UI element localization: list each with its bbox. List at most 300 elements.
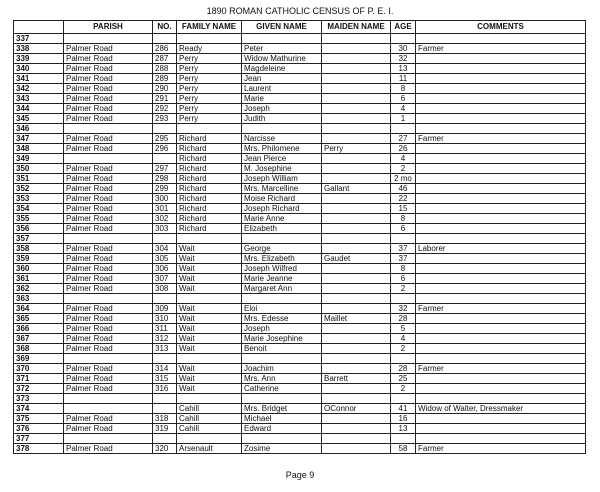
comments-cell <box>416 284 586 294</box>
comments-cell: Farmer <box>416 44 586 54</box>
entry-no-cell: 308 <box>153 284 177 294</box>
entry-no-cell: 304 <box>153 244 177 254</box>
age-cell: 4 <box>391 104 416 114</box>
entry-no-cell: 307 <box>153 274 177 284</box>
family-name-cell: Richard <box>177 154 242 164</box>
entry-no-cell: 305 <box>153 254 177 264</box>
age-cell <box>391 394 416 404</box>
given-name-cell: Eloi <box>242 304 322 314</box>
given-name-cell <box>242 234 322 244</box>
given-name-cell: Judith <box>242 114 322 124</box>
table-row <box>14 84 586 94</box>
family-name-cell: Cahill <box>177 414 242 424</box>
family-name-cell: Wait <box>177 384 242 394</box>
maiden-name-cell: Gaudet <box>322 254 391 264</box>
parish-cell: Palmer Road <box>64 94 153 104</box>
given-name-cell: Elizabeth <box>242 224 322 234</box>
family-name-cell: Perry <box>177 84 242 94</box>
row-number-cell: 354 <box>14 204 64 214</box>
parish-cell <box>64 34 153 44</box>
age-cell: 8 <box>391 84 416 94</box>
row-number-cell: 377 <box>14 434 64 444</box>
parish-cell: Palmer Road <box>64 324 153 334</box>
maiden-name-cell <box>322 204 391 214</box>
parish-cell: Palmer Road <box>64 134 153 144</box>
row-number-cell: 346 <box>14 124 64 134</box>
row-number-cell: 364 <box>14 304 64 314</box>
family-name-cell <box>177 434 242 444</box>
table-row <box>14 284 586 294</box>
entry-no-cell: 309 <box>153 304 177 314</box>
given-name-cell <box>242 354 322 364</box>
family-name-cell <box>177 34 242 44</box>
table-row <box>14 414 586 424</box>
comments-cell <box>416 424 586 434</box>
age-cell: 37 <box>391 254 416 264</box>
age-cell: 26 <box>391 144 416 154</box>
row-number-cell: 369 <box>14 354 64 364</box>
parish-cell <box>64 234 153 244</box>
family-name-cell: Wait <box>177 344 242 354</box>
given-name-cell: Mrs. Elizabeth <box>242 254 322 264</box>
age-cell: 11 <box>391 74 416 84</box>
comments-cell <box>416 434 586 444</box>
comments-cell <box>416 374 586 384</box>
comments-cell <box>416 254 586 264</box>
comments-cell <box>416 34 586 44</box>
maiden-name-cell <box>322 434 391 444</box>
parish-cell: Palmer Road <box>64 274 153 284</box>
entry-no-cell: 310 <box>153 314 177 324</box>
comments-cell <box>416 214 586 224</box>
maiden-name-cell <box>322 44 391 54</box>
parish-cell: Palmer Road <box>64 374 153 384</box>
table-row <box>14 364 586 374</box>
entry-no-cell: 297 <box>153 164 177 174</box>
census-table <box>13 20 586 454</box>
row-number-cell: 362 <box>14 284 64 294</box>
comments-cell <box>416 294 586 304</box>
family-name-cell: Perry <box>177 64 242 74</box>
parish-cell: Palmer Road <box>64 304 153 314</box>
header-maiden-name: MAIDEN NAME <box>322 21 391 34</box>
comments-cell <box>416 174 586 184</box>
age-cell: 15 <box>391 204 416 214</box>
table-row <box>14 404 586 414</box>
maiden-name-cell: OConnor <box>322 404 391 414</box>
entry-no-cell: 298 <box>153 174 177 184</box>
given-name-cell <box>242 434 322 444</box>
parish-cell <box>64 394 153 404</box>
maiden-name-cell <box>322 174 391 184</box>
family-name-cell: Wait <box>177 364 242 374</box>
given-name-cell: Marie Anne <box>242 214 322 224</box>
family-name-cell <box>177 124 242 134</box>
table-row <box>14 114 586 124</box>
parish-cell: Palmer Road <box>64 384 153 394</box>
age-cell <box>391 34 416 44</box>
given-name-cell: Zosime <box>242 444 322 454</box>
family-name-cell: Cahill <box>177 404 242 414</box>
table-row <box>14 34 586 44</box>
parish-cell: Palmer Road <box>64 144 153 154</box>
age-cell: 32 <box>391 304 416 314</box>
table-row <box>14 244 586 254</box>
age-cell: 28 <box>391 364 416 374</box>
given-name-cell: Marie <box>242 94 322 104</box>
maiden-name-cell <box>322 164 391 174</box>
table-row <box>14 234 586 244</box>
row-number-cell: 370 <box>14 364 64 374</box>
table-row <box>14 294 586 304</box>
table-row <box>14 274 586 284</box>
given-name-cell: Magdeleine <box>242 64 322 74</box>
header-rownum <box>14 21 64 34</box>
row-number-cell: 367 <box>14 334 64 344</box>
age-cell <box>391 124 416 134</box>
row-number-cell: 351 <box>14 174 64 184</box>
given-name-cell: Mrs. Philomene <box>242 144 322 154</box>
entry-no-cell <box>153 394 177 404</box>
row-number-cell: 344 <box>14 104 64 114</box>
entry-no-cell: 299 <box>153 184 177 194</box>
comments-cell <box>416 334 586 344</box>
maiden-name-cell <box>322 94 391 104</box>
age-cell: 37 <box>391 244 416 254</box>
entry-no-cell: 315 <box>153 374 177 384</box>
family-name-cell: Richard <box>177 214 242 224</box>
parish-cell: Palmer Road <box>64 224 153 234</box>
age-cell: 28 <box>391 314 416 324</box>
given-name-cell: Marie Josephine <box>242 334 322 344</box>
parish-cell: Palmer Road <box>64 244 153 254</box>
header-no: NO. <box>153 21 177 34</box>
parish-cell: Palmer Road <box>64 104 153 114</box>
family-name-cell: Richard <box>177 224 242 234</box>
age-cell: 2 <box>391 384 416 394</box>
comments-cell <box>416 84 586 94</box>
age-cell <box>391 234 416 244</box>
comments-cell <box>416 264 586 274</box>
row-number-cell: 363 <box>14 294 64 304</box>
given-name-cell: Joachim <box>242 364 322 374</box>
maiden-name-cell <box>322 394 391 404</box>
parish-cell <box>64 124 153 134</box>
parish-cell <box>64 354 153 364</box>
entry-no-cell: 300 <box>153 194 177 204</box>
age-cell: 2 <box>391 344 416 354</box>
table-row <box>14 354 586 364</box>
age-cell: 25 <box>391 374 416 384</box>
row-number-cell: 345 <box>14 114 64 124</box>
row-number-cell: 348 <box>14 144 64 154</box>
document-title: 1890 ROMAN CATHOLIC CENSUS OF P. E. I. <box>206 6 394 16</box>
row-number-cell: 375 <box>14 414 64 424</box>
table-row <box>14 74 586 84</box>
header-family-name: FAMILY NAME <box>177 21 242 34</box>
row-number-cell: 342 <box>14 84 64 94</box>
given-name-cell: Mrs. Edesse <box>242 314 322 324</box>
maiden-name-cell <box>322 344 391 354</box>
age-cell: 1 <box>391 114 416 124</box>
entry-no-cell <box>153 234 177 244</box>
entry-no-cell: 303 <box>153 224 177 234</box>
row-number-cell: 350 <box>14 164 64 174</box>
given-name-cell: Mrs. Ann <box>242 374 322 384</box>
maiden-name-cell <box>322 224 391 234</box>
given-name-cell: Mrs. Bridget <box>242 404 322 414</box>
entry-no-cell: 293 <box>153 114 177 124</box>
given-name-cell: Joseph <box>242 324 322 334</box>
age-cell: 4 <box>391 154 416 164</box>
family-name-cell <box>177 234 242 244</box>
parish-cell: Palmer Road <box>64 194 153 204</box>
maiden-name-cell <box>322 354 391 364</box>
entry-no-cell: 289 <box>153 74 177 84</box>
family-name-cell: Wait <box>177 284 242 294</box>
header-comments: COMMENTS <box>416 21 586 34</box>
comments-cell <box>416 64 586 74</box>
parish-cell <box>64 404 153 414</box>
table-row <box>14 324 586 334</box>
parish-cell: Palmer Road <box>64 414 153 424</box>
comments-cell <box>416 314 586 324</box>
row-number-cell: 360 <box>14 264 64 274</box>
comments-cell <box>416 154 586 164</box>
entry-no-cell: 291 <box>153 94 177 104</box>
parish-cell: Palmer Road <box>64 44 153 54</box>
table-row <box>14 384 586 394</box>
entry-no-cell: 311 <box>153 324 177 334</box>
maiden-name-cell <box>322 214 391 224</box>
entry-no-cell <box>153 354 177 364</box>
census-body <box>14 34 586 454</box>
comments-cell <box>416 114 586 124</box>
age-cell: 4 <box>391 334 416 344</box>
family-name-cell: Richard <box>177 204 242 214</box>
parish-cell: Palmer Road <box>64 54 153 64</box>
entry-no-cell: 312 <box>153 334 177 344</box>
given-name-cell: Marie Jeanne <box>242 274 322 284</box>
entry-no-cell: 318 <box>153 414 177 424</box>
given-name-cell: Catherine <box>242 384 322 394</box>
age-cell: 6 <box>391 274 416 284</box>
given-name-cell: Mrs. Marcelline <box>242 184 322 194</box>
row-number-cell: 368 <box>14 344 64 354</box>
entry-no-cell: 319 <box>153 424 177 434</box>
comments-cell: Laborer <box>416 244 586 254</box>
row-number-cell: 373 <box>14 394 64 404</box>
maiden-name-cell <box>322 264 391 274</box>
given-name-cell: Michael <box>242 414 322 424</box>
maiden-name-cell <box>322 194 391 204</box>
maiden-name-cell <box>322 444 391 454</box>
maiden-name-cell <box>322 104 391 114</box>
maiden-name-cell <box>322 384 391 394</box>
entry-no-cell: 306 <box>153 264 177 274</box>
comments-cell: Farmer <box>416 134 586 144</box>
age-cell: 2 <box>391 164 416 174</box>
family-name-cell: Richard <box>177 144 242 154</box>
row-number-cell: 349 <box>14 154 64 164</box>
age-cell <box>391 294 416 304</box>
row-number-cell: 340 <box>14 64 64 74</box>
family-name-cell: Perry <box>177 104 242 114</box>
parish-cell: Palmer Road <box>64 64 153 74</box>
age-cell: 13 <box>391 424 416 434</box>
comments-cell: Farmer <box>416 444 586 454</box>
row-number-cell: 365 <box>14 314 64 324</box>
given-name-cell: Edward <box>242 424 322 434</box>
age-cell: 6 <box>391 94 416 104</box>
age-cell: 6 <box>391 224 416 234</box>
maiden-name-cell <box>322 304 391 314</box>
comments-cell <box>416 324 586 334</box>
maiden-name-cell: Barrett <box>322 374 391 384</box>
table-row <box>14 64 586 74</box>
age-cell: 30 <box>391 44 416 54</box>
maiden-name-cell <box>322 74 391 84</box>
maiden-name-cell <box>322 284 391 294</box>
table-row <box>14 314 586 324</box>
maiden-name-cell: Maillet <box>322 314 391 324</box>
age-cell <box>391 434 416 444</box>
row-number-cell: 371 <box>14 374 64 384</box>
age-cell: 13 <box>391 64 416 74</box>
parish-cell: Palmer Road <box>64 264 153 274</box>
parish-cell: Palmer Road <box>64 254 153 264</box>
age-cell: 27 <box>391 134 416 144</box>
age-cell: 58 <box>391 444 416 454</box>
table-row <box>14 344 586 354</box>
comments-cell: Widow of Walter, Dressmaker <box>416 404 586 414</box>
family-name-cell: Perry <box>177 74 242 84</box>
comments-cell: Farmer <box>416 304 586 314</box>
maiden-name-cell <box>322 114 391 124</box>
age-cell: 32 <box>391 54 416 64</box>
comments-cell <box>416 194 586 204</box>
maiden-name-cell <box>322 64 391 74</box>
table-row <box>14 174 586 184</box>
row-number-cell: 347 <box>14 134 64 144</box>
table-row <box>14 334 586 344</box>
given-name-cell: Narcisse <box>242 134 322 144</box>
family-name-cell <box>177 354 242 364</box>
parish-cell: Palmer Road <box>64 284 153 294</box>
table-row <box>14 184 586 194</box>
family-name-cell: Wait <box>177 334 242 344</box>
maiden-name-cell <box>322 54 391 64</box>
header-given-name: GIVEN NAME <box>242 21 322 34</box>
entry-no-cell: 313 <box>153 344 177 354</box>
given-name-cell: Joseph <box>242 104 322 114</box>
row-number-cell: 343 <box>14 94 64 104</box>
table-row <box>14 224 586 234</box>
entry-no-cell: 314 <box>153 364 177 374</box>
parish-cell: Palmer Road <box>64 164 153 174</box>
maiden-name-cell <box>322 274 391 284</box>
entry-no-cell: 292 <box>153 104 177 114</box>
comments-cell <box>416 354 586 364</box>
maiden-name-cell <box>322 234 391 244</box>
family-name-cell: Wait <box>177 274 242 284</box>
table-row <box>14 424 586 434</box>
entry-no-cell: 286 <box>153 44 177 54</box>
row-number-cell: 337 <box>14 34 64 44</box>
parish-cell <box>64 154 153 164</box>
family-name-cell <box>177 294 242 304</box>
row-number-cell: 341 <box>14 74 64 84</box>
table-row <box>14 164 586 174</box>
row-number-cell: 359 <box>14 254 64 264</box>
parish-cell: Palmer Road <box>64 344 153 354</box>
family-name-cell: Perry <box>177 114 242 124</box>
comments-cell <box>416 394 586 404</box>
table-row <box>14 154 586 164</box>
table-row <box>14 104 586 114</box>
maiden-name-cell <box>322 414 391 424</box>
row-number-cell: 366 <box>14 324 64 334</box>
comments-cell <box>416 234 586 244</box>
parish-cell: Palmer Road <box>64 314 153 324</box>
entry-no-cell: 316 <box>153 384 177 394</box>
given-name-cell: Jean <box>242 74 322 84</box>
age-cell: 22 <box>391 194 416 204</box>
given-name-cell <box>242 124 322 134</box>
table-row <box>14 264 586 274</box>
family-name-cell: Wait <box>177 304 242 314</box>
age-cell: 2 <box>391 284 416 294</box>
given-name-cell: Margaret Ann <box>242 284 322 294</box>
entry-no-cell <box>153 434 177 444</box>
maiden-name-cell <box>322 34 391 44</box>
maiden-name-cell <box>322 134 391 144</box>
table-row <box>14 444 586 454</box>
table-row <box>14 124 586 134</box>
parish-cell: Palmer Road <box>64 334 153 344</box>
maiden-name-cell <box>322 334 391 344</box>
comments-cell <box>416 414 586 424</box>
row-number-cell: 356 <box>14 224 64 234</box>
entry-no-cell <box>153 294 177 304</box>
header-parish: PARISH <box>64 21 153 34</box>
table-row <box>14 394 586 404</box>
given-name-cell <box>242 294 322 304</box>
maiden-name-cell <box>322 364 391 374</box>
parish-cell <box>64 294 153 304</box>
given-name-cell: Jean Pierce <box>242 154 322 164</box>
row-number-cell: 355 <box>14 214 64 224</box>
parish-cell: Palmer Road <box>64 174 153 184</box>
header-row <box>14 21 586 34</box>
row-number-cell: 339 <box>14 54 64 64</box>
parish-cell: Palmer Road <box>64 424 153 434</box>
family-name-cell: Wait <box>177 374 242 384</box>
comments-cell <box>416 74 586 84</box>
age-cell: 2 mo <box>391 174 416 184</box>
maiden-name-cell <box>322 424 391 434</box>
maiden-name-cell <box>322 124 391 134</box>
comments-cell <box>416 104 586 114</box>
table-row <box>14 204 586 214</box>
parish-cell <box>64 434 153 444</box>
table-row <box>14 304 586 314</box>
maiden-name-cell: Gallant <box>322 184 391 194</box>
row-number-cell: 338 <box>14 44 64 54</box>
given-name-cell: Moise Richard <box>242 194 322 204</box>
parish-cell: Palmer Road <box>64 184 153 194</box>
page-number: Page 9 <box>285 470 315 480</box>
